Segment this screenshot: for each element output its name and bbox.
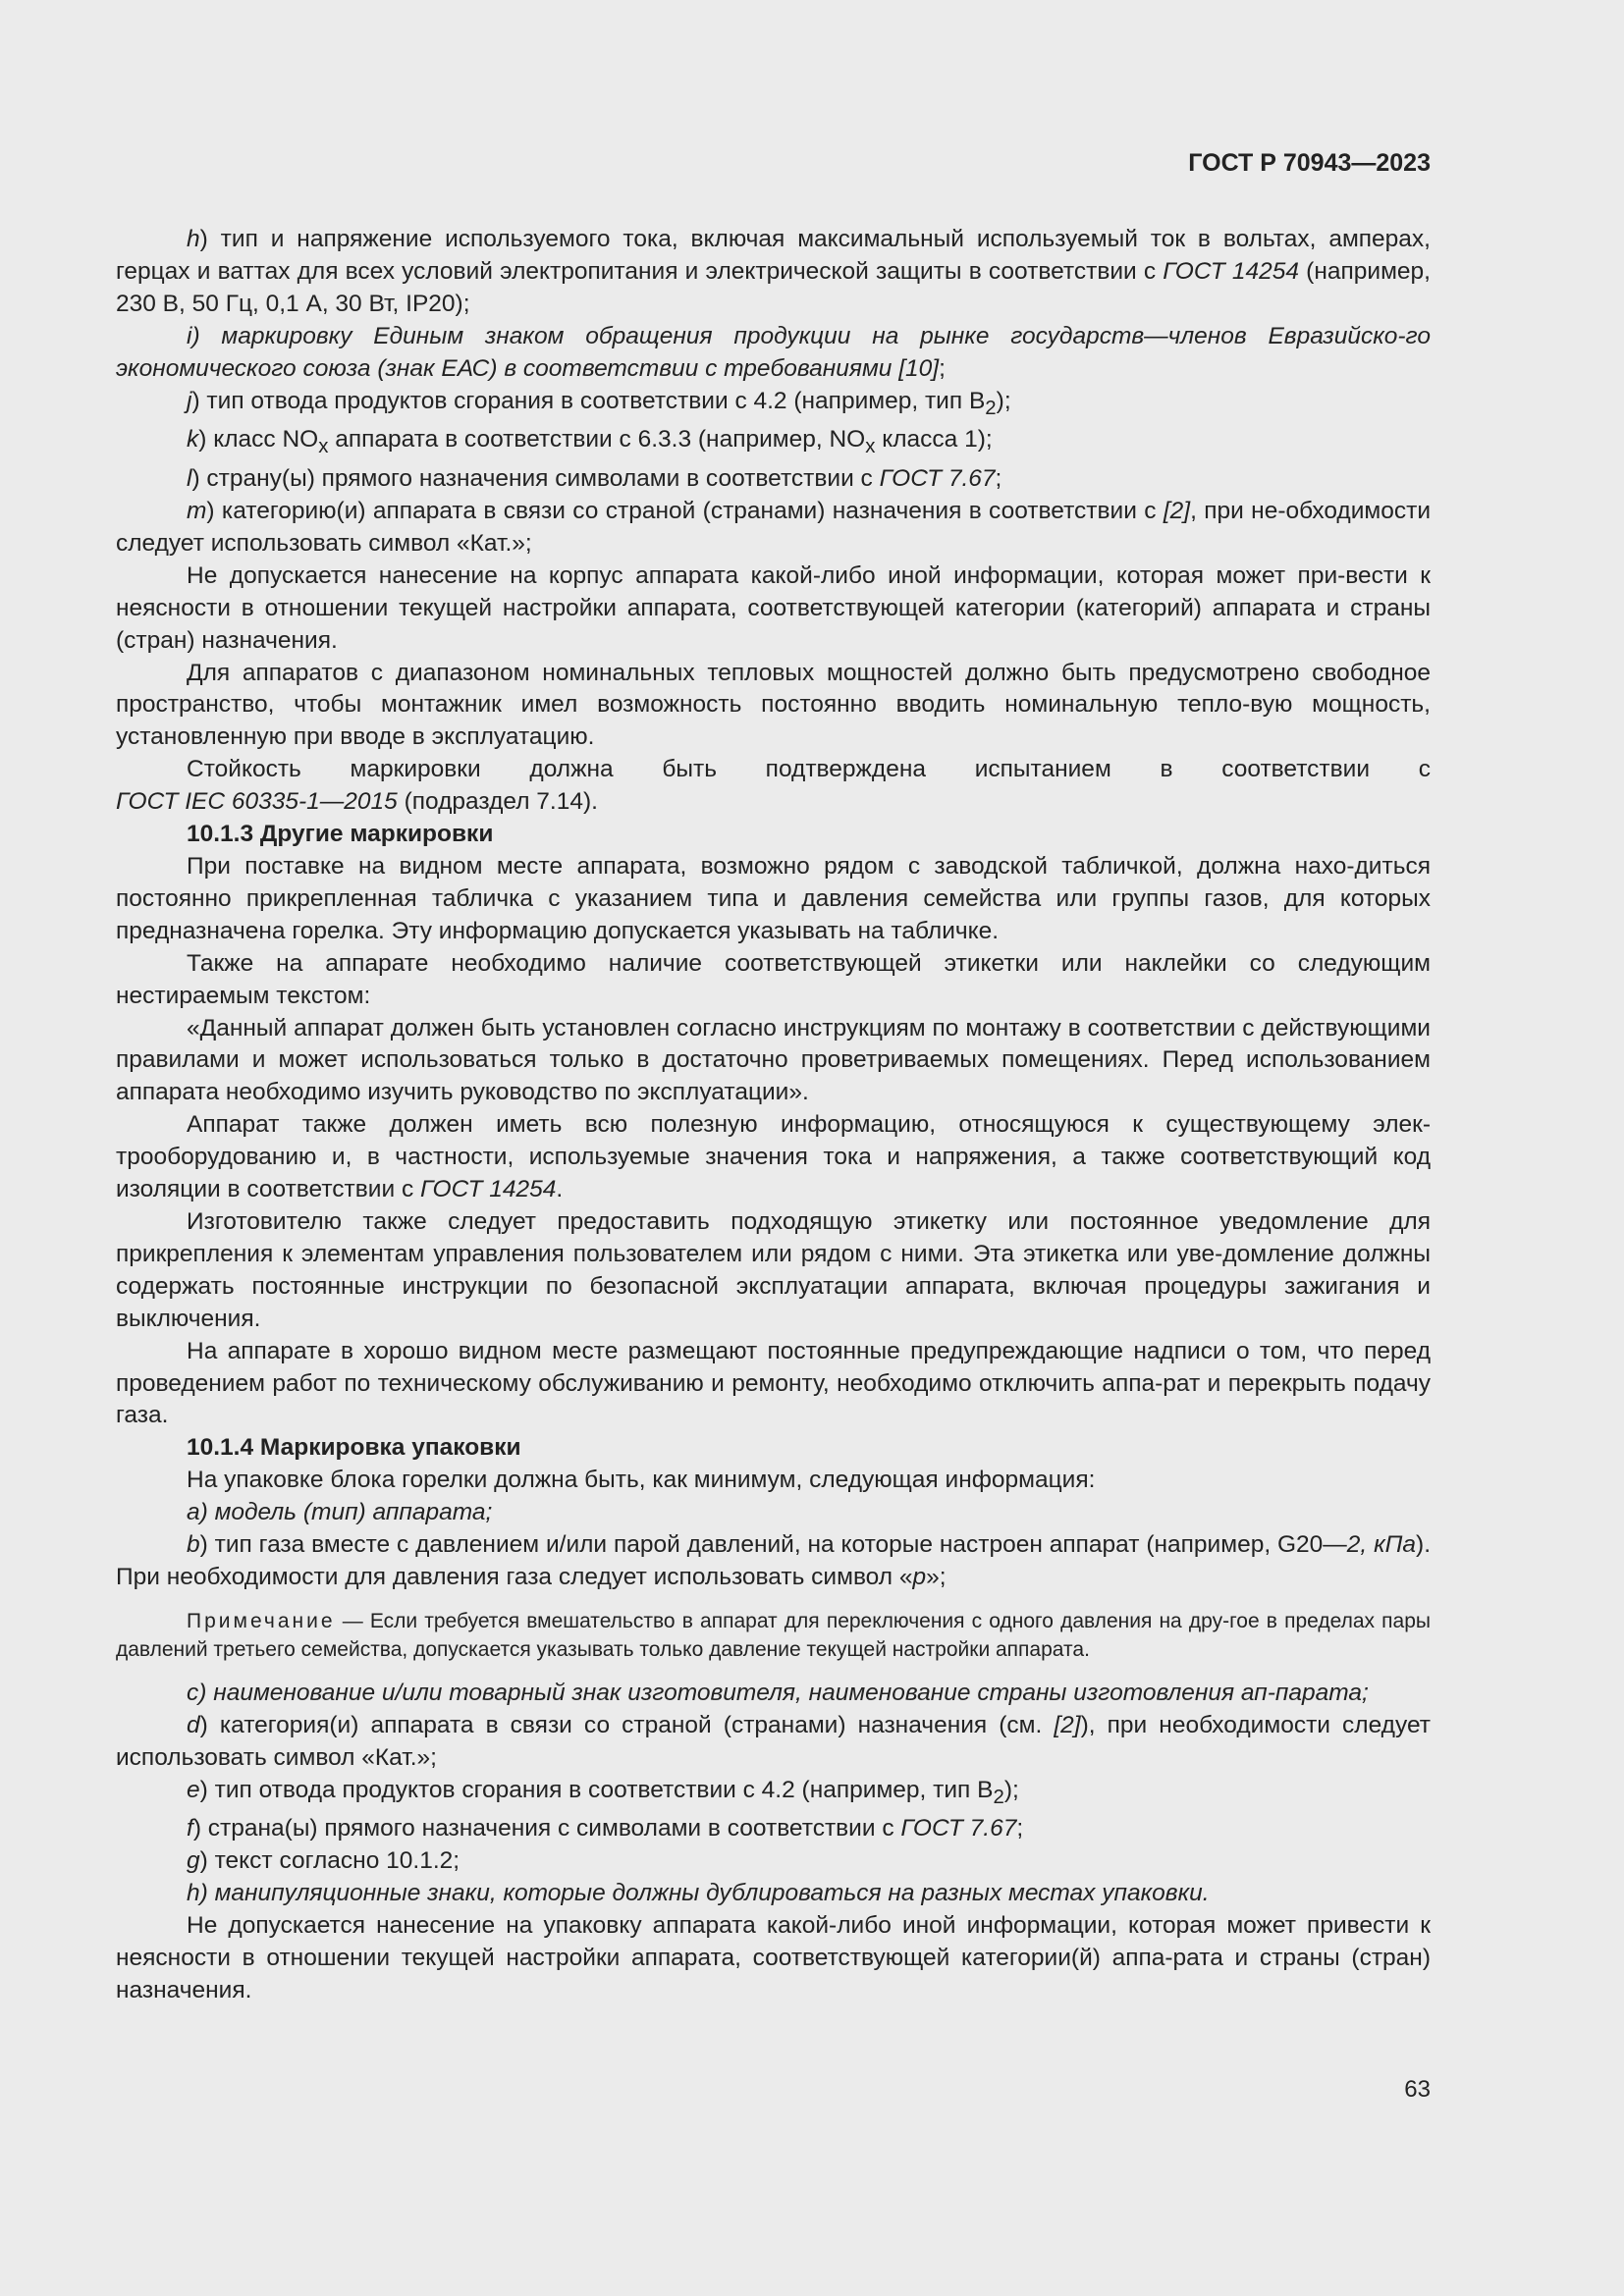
list-item-h: h) тип и напряжение используемого тока, включая максимальный используемый ток в вольтах, амперах, герцах и ваттах для всех условий электропитания и электрической защиты в соответствии с ГОСТ 14254 (например, 230 В, 50 Гц, 0,1 А, 30 Вт, IP20); [116,226,1431,317]
list-item-c: с) наименование и/или товарный знак изготовителя, наименование страны изготовления ап-парата; [187,1679,1369,1706]
document-header: ГОСТ Р 70943—2023 [1188,149,1431,177]
paragraph: При поставке на видном месте аппарата, возможно рядом с заводской табличкой, должна нахо-диться постоянно прикрепленная табличка с указанием типа и давления семейства или группы газов, для которых предназначена горелка. Эту информацию допускается указывать на табличке. [116,853,1431,944]
section-title-10-1-4: 10.1.4 Маркировка упаковки [187,1434,521,1462]
paragraph: На упаковке блока горелки должна быть, как минимум, следующая информация: [187,1467,1096,1494]
list-item-m: m) категорию(и) аппарата в связи со страной (странами) назначения в соответствии с [2], при не-обходимости следует использовать символ «Кат.»; [116,498,1432,557]
paragraph: Аппарат также должен иметь всю полезную информацию, относящуюся к существующему элек-трооборудованию и, в частности, используемые значения тока и напряжения, а также соответствующий код изоляции в соответствии с ГОСТ 14254. [116,1111,1431,1203]
section-title-10-1-3: 10.1.3 Другие маркировки [187,821,494,848]
list-item-f: f) страна(ы) прямого назначения с символами в соответствии с ГОСТ 7.67; [187,1815,1024,1842]
paragraph: Также на аппарате необходимо наличие соответствующей этикетки или наклейки со следующим нестираемым текстом: [116,949,1431,1009]
list-item-l: l) страну(ы) прямого назначения символами в соответствии с ГОСТ 7.67; [187,465,1002,493]
list-item-d: d) категория(и) аппарата в связи со страной (странами) назначения (см. [2]), при необходимости следует использовать символ «Кат.»; [116,1711,1431,1771]
list-item-a: а) модель (тип) аппарата; [187,1499,493,1526]
note: Примечание — Если требуется вмешательство в аппарат для переключения с одного давления на дру-гое в пределах пары давлений третьего семейства, допускается указывать только давление текущей настройки аппарата. [116,1609,1431,1661]
paragraph: Изготовителю также следует предоставить подходящую этикетку или постоянное уведомление для прикрепления к элементам управления пользователем или рядом с ними. Эта этикетка или уве-домление должны содержать постоянные инструкции по безопасной эксплуатации аппарата, включая процедуры зажигания и выключения. [116,1207,1431,1332]
note-label: Примечание [187,1609,336,1632]
quoted-label-text: «Данный аппарат должен быть установлен согласно инструкциям по монтажу в соответствии с действующими правилами и может использоваться только в достаточно проветриваемых помещениях. Перед использованием аппарата необходимо изучить руководство по эксплуатации». [116,1014,1431,1106]
list-item-g: g) текст согласно 10.1.2; [187,1847,460,1875]
page-number: 63 [1404,2076,1431,2103]
paragraph-durability: Стойкость маркировки должна быть подтверждена испытанием в соответствии с [187,756,1431,783]
list-item-b: b) тип газа вместе с давлением и/или парой давлений, на которые настроен аппарат (например, G20—2, кПа). При необходимости для давления газа следует использовать символ «p»; [116,1531,1431,1590]
paragraph-durability-ref: ГОСТ IEC 60335-1—2015 (подраздел 7.14). [116,788,598,816]
list-item-j: j) тип отвода продуктов сгорания в соответствии с 4.2 (например, тип $B_2$); [187,387,1011,419]
paragraph-heat-range: Для аппаратов с диапазоном номинальных тепловых мощностей должно быть предусмотрено свободное пространство, чтобы монтажник имел возможность постоянно вводить номинальную тепло-вую мощность, установленную при вводе в эксплуатацию. [116,659,1431,751]
paragraph: На аппарате в хорошо видном месте размещают постоянные предупреждающие надписи о том, что перед проведением работ по техническому обслуживанию и ремонту, необходимо отключить аппа-рат и перекрыть подачу газа. [116,1337,1431,1429]
list-item-h: h) манипуляционные знаки, которые должны дублироваться на разных местах упаковки. [187,1880,1210,1907]
paragraph-no-other-info: Не допускается нанесение на корпус аппарата какой-либо иной информации, которая может при-вести к неясности в отношении текущей настройки аппарата, соответствующей категории (категорий) аппарата и страны (стран) назначения. [116,561,1431,654]
paragraph-closing: Не допускается нанесение на упаковку аппарата какой-либо иной информации, которая может привести к неясности в отношении текущей настройки аппарата, соответствующей категории(й) аппа-рата и страны (стран) назначения. [116,1912,1431,2003]
list-item-k: k) класс $NO_x$ аппарата в соответствии с 6.3.3 (например, $NO_x$ класса 1); [187,426,993,458]
page-content [116,224,1431,2007]
list-item-e: е) тип отвода продуктов сгорания в соответствии с 4.2 (например, тип $B_2$); [187,1776,1019,1808]
list-item-i: i) маркировку Единым знаком обращения продукции на рынке государств—членов Евразийско-го экономического союза (знак ЕАС) в соответствии с требованиями [10]; [116,322,1431,382]
